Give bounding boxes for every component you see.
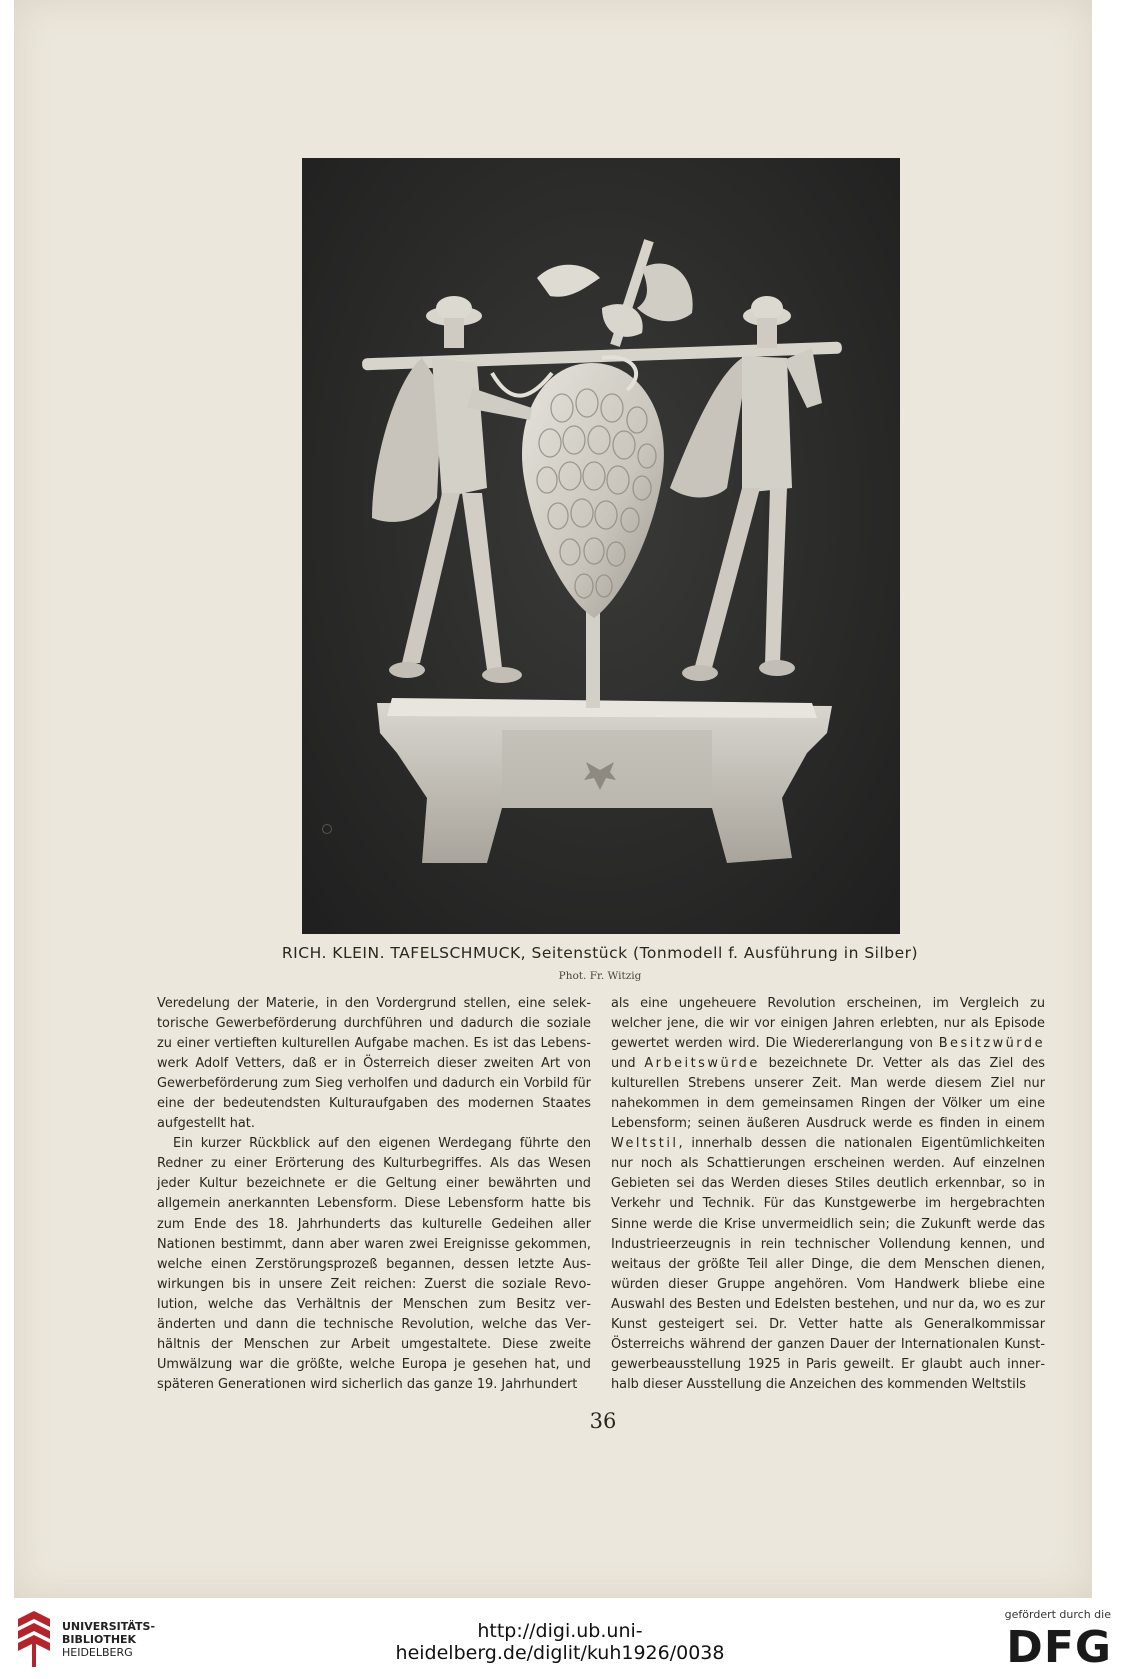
- text-run: und: [611, 1056, 645, 1072]
- text-run: , innerhalb dessen die nationalen Eigentümlichkeiten nur noch als Schattierungen erscheinen werden. Auf einzelnen Gebieten sei das Werden dieses Stiles deutlich erkennbar, so in Verkehr und Technik. Für das Kunstgewerbe im hergebrachten Sinne werde die Krise unvermeidlich sein; die Zukunft werde das Industrieerzeugnis in rein technischer Vollendung kennen, und weitaus der größte Teil aller Dinge, die dem Menschen dienen, würden dieser Gruppe angehören. Vom Handwerk bliebe eine Auswahl des Besten und Edelsten bestehen, und nur da, wo es zur Kunst gesteigert sei. Dr. Vetter hatte als Generalkommissar Österreichs während der ganzen Dauer der Internationalen Kunstgewerbeausstellung 1925 in Paris geweilt. Er glaubt auch innerhalb dieser Ausstellung die Anzeichen des kommenden Weltstils: [611, 1136, 1045, 1392]
- library-line: BIBLIOTHEK: [62, 1633, 137, 1646]
- scan-registration-mark: [322, 824, 332, 834]
- text-run: bezeichnete Dr. Vetter als das Ziel des kulturellen Strebens unserer Zeit. Man werde diesem Ziel nur nahekommen in dem gemeinsamen Ringen der Völker um eine Lebensform; seinen äußeren Ausdruck werde es finden in einem: [611, 1056, 1045, 1132]
- funding-note: gefördert durch die: [1004, 1608, 1111, 1621]
- figure-caption: RICH. KLEIN. TAFELSCHMUCK, Seitenstück (Tonmodell f. Ausführung in Silber): [281, 944, 919, 962]
- emphasis-arbeitswuerde: Arbeitswürde: [644, 1056, 760, 1072]
- library-logo-icon: [14, 1609, 54, 1669]
- text-column-left: [157, 994, 591, 1395]
- sculpture-photograph: [302, 158, 900, 934]
- text-run: als eine ungeheuere Revolution erscheinen, im Vergleich zu welcher jene, die wir vor einigen Jahren erlebten, nur als Episode gewertet werden wird. Die Wiedererlangung von: [611, 996, 1045, 1052]
- photo-credit: Phot. Fr. Witzig: [558, 970, 642, 982]
- paragraph: Veredelung der Materie, in den Vordergrund stellen, eine selektorische Gewerbeförderung durchführen und dadurch die soziale zu einer vertieften kulturellen Aufgabe machen. Es ist das Lebenswerk Adolf Vetters, daß er in Österreich dieser zweiten Art von Gewerbeförderung zum Sieg verholfen und dadurch ein Vorbild für eine der bedeutendsten Kulturaufgaben des modernen Staates aufgestellt hat.: [157, 996, 591, 1132]
- library-line: UNIVERSITÄTS-: [62, 1620, 156, 1633]
- emphasis-weltstil: Weltstil: [611, 1136, 679, 1152]
- library-name: [62, 1620, 155, 1659]
- page-number: 36: [589, 1409, 617, 1433]
- dfg-logo: DFG: [1006, 1622, 1112, 1673]
- emphasis-besitzwuerde: Besitzwürde: [938, 1036, 1045, 1052]
- library-line: HEIDELBERG: [62, 1646, 133, 1659]
- paragraph: Ein kurzer Rückblick auf den eigenen Werdegang führte den Redner zu einer Erörterung des Kulturbegriffes. Als das Wesen jeder Kultur bezeichnete er die Geltung einer bewährten und allgemein anerkannten Lebensform. Diese Lebensform hatte bis zum Ende des 18. Jahrhunderts das kulturelle Gedeihen aller Nationen bestimmt, dann aber waren zwei Ereignisse gekommen, welche einen Zerstörungsprozeß begannen, dessen letzte Auswirkungen bis in unsere Zeit reichen: Zuerst die soziale Revolution, welche das Verhältnis der Menschen zum Besitz veränderten und dann die technische Revolution, welche das Verhältnis der Menschen zur Arbeit umgestaltete. Diese zweite Umwälzung war die größte, welche Europa je gesehen hat, und späteren Generationen wird sicherlich das ganze 19. Jahrhundert: [157, 1136, 591, 1392]
- sculpture-illustration: [302, 158, 900, 934]
- permalink-url[interactable]: http://digi.ub.uni-heidelberg.de/diglit/kuh1926/0038: [395, 1620, 725, 1664]
- text-column-right: [611, 994, 1045, 1395]
- paragraph: [611, 994, 1045, 1395]
